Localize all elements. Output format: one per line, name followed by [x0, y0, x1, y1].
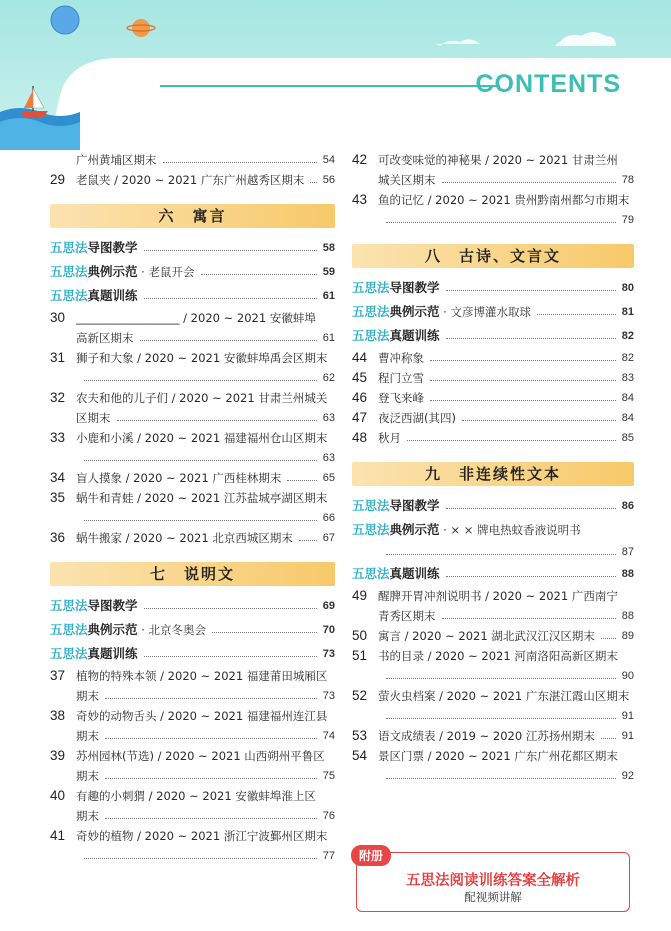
page-number: 84 — [621, 412, 634, 424]
entry-number: 49 — [352, 588, 368, 603]
dot-leader — [430, 380, 616, 381]
toc-entry-continuation[interactable] — [50, 766, 335, 786]
entry-title: 期末 — [76, 809, 99, 823]
section-header — [352, 462, 634, 486]
dot-leader — [446, 338, 616, 339]
entry-title: 期末 — [76, 689, 99, 703]
entry-number: 54 — [352, 748, 368, 763]
toc-entry[interactable] — [352, 746, 634, 766]
entry-title: 苏州园林(节选) / 2020 ~ 2021 山西朔州平鲁区 — [76, 749, 325, 763]
page-number: 58 — [322, 242, 335, 254]
toc-subsection[interactable] — [50, 594, 335, 618]
entry-title: 秋月 — [378, 431, 401, 445]
dot-leader — [430, 360, 616, 361]
toc-right-column — [352, 150, 634, 786]
entry-title: 广州黄埔区期末 — [76, 153, 157, 167]
page-number: 86 — [621, 500, 634, 512]
toc-entry-continuation[interactable] — [50, 448, 335, 468]
page-number: 78 — [621, 174, 634, 186]
dot-leader — [442, 618, 616, 619]
dot-leader — [442, 182, 616, 183]
dot-leader — [117, 420, 317, 421]
entry-title: 老鼠夹 / 2020 ~ 2021 广东广州越秀区期末 — [76, 173, 305, 187]
page-number: 65 — [322, 472, 335, 484]
page-number: 69 — [322, 600, 335, 612]
entry-number: 35 — [50, 490, 66, 505]
entry-title: 青秀区期末 — [378, 609, 436, 623]
wsf-label: 五思法 — [50, 240, 88, 255]
dot-leader — [105, 738, 317, 739]
page-number: 74 — [322, 730, 335, 742]
wsf-label: 五思法 — [352, 280, 390, 295]
page-number: 54 — [322, 154, 335, 166]
toc-entry[interactable] — [50, 706, 335, 726]
toc-entry[interactable] — [352, 428, 634, 448]
page-number: 81 — [621, 306, 634, 318]
subsection-note: · 老鼠开会 — [137, 265, 195, 279]
toc-entry[interactable] — [50, 170, 335, 190]
appendix-tag: 附册 — [351, 845, 391, 866]
entry-title: 蜗牛和青蛙 / 2020 ~ 2021 江苏盐城亭湖区期末 — [76, 491, 328, 505]
dot-leader — [386, 222, 616, 223]
toc-entry-continuation[interactable] — [50, 508, 335, 528]
entry-number: 29 — [50, 172, 66, 187]
page-number: 91 — [621, 730, 634, 742]
entry-title: 盲人摸象 / 2020 ~ 2021 广西桂林期末 — [76, 471, 282, 485]
toc-left-column — [50, 150, 335, 866]
appendix-title: 五思法阅读训练答案全解析 — [406, 873, 580, 889]
wsf-label: 五思法 — [50, 288, 88, 303]
subsection-title: 典例示范 — [389, 522, 440, 537]
entry-title: 书的目录 / 2020 ~ 2021 河南洛阳高新区期末 — [378, 649, 618, 663]
dot-leader — [201, 274, 317, 275]
subsection-title: 导图教学 — [87, 598, 138, 613]
toc-entry-continuation[interactable] — [352, 666, 634, 686]
toc-entry[interactable] — [50, 468, 335, 488]
entry-title: 寓言 / 2020 ~ 2021 湖北武汉江汉区期末 — [378, 629, 595, 643]
appendix-box — [356, 849, 630, 912]
entry-number: 40 — [50, 788, 66, 803]
entry-number: 43 — [352, 192, 368, 207]
dot-leader — [446, 290, 616, 291]
wsf-label: 五思法 — [352, 304, 390, 319]
subsection-title: 导图教学 — [389, 498, 440, 513]
toc-entry-continuation[interactable] — [50, 846, 335, 866]
subsection-title: 真题训练 — [389, 328, 440, 343]
entry-number: 45 — [352, 370, 368, 385]
entry-title: 植物的特殊本领 / 2020 ~ 2021 福建莆田城厢区 — [76, 669, 328, 683]
subsection-note: · 文彦博灌水取球 — [439, 305, 531, 319]
wsf-label: 五思法 — [352, 522, 390, 537]
page-number: 83 — [621, 372, 634, 384]
section-title: 九 非连续性文本 — [424, 465, 561, 483]
section-title: 六 寓言 — [158, 207, 227, 225]
dot-leader — [462, 420, 616, 421]
page-number: 56 — [322, 174, 335, 186]
toc-entry[interactable] — [50, 428, 335, 448]
toc-entry-continuation[interactable] — [50, 368, 335, 388]
page-number: 88 — [621, 610, 634, 622]
entry-number: 52 — [352, 688, 368, 703]
entry-number: 41 — [50, 828, 66, 843]
page-number: 59 — [322, 266, 335, 278]
dot-leader — [601, 738, 616, 739]
entry-title: 区期末 — [76, 411, 111, 425]
dot-leader — [386, 678, 616, 679]
dot-leader — [105, 698, 317, 699]
page-number: 61 — [322, 332, 335, 344]
toc-entry-continuation[interactable] — [50, 408, 335, 428]
page-number: 82 — [621, 352, 634, 364]
entry-title: __________________ / 2020 ~ 2021 安徽蚌埠 — [76, 311, 316, 325]
subsection-title: 典例示范 — [87, 622, 138, 637]
toc-entry[interactable] — [50, 666, 335, 686]
toc-subsection[interactable] — [50, 284, 335, 308]
section-header — [50, 562, 335, 586]
toc-entry[interactable] — [352, 626, 634, 646]
toc-subsection[interactable] — [50, 642, 335, 666]
page-number: 89 — [621, 630, 634, 642]
toc-subsection[interactable] — [352, 300, 634, 324]
dot-leader — [386, 718, 616, 719]
page-number: 73 — [322, 648, 335, 660]
dot-leader — [287, 480, 316, 481]
subsection-title: 真题训练 — [389, 566, 440, 581]
dot-leader — [601, 638, 616, 639]
page-number: 85 — [621, 432, 634, 444]
toc-subsection[interactable] — [352, 562, 634, 586]
toc-subsection[interactable] — [50, 236, 335, 260]
toc-entry-continuation[interactable] — [50, 726, 335, 746]
entry-title: 夜泛西湖(其四) — [378, 411, 456, 425]
dot-leader — [140, 340, 317, 341]
entry-title: 登飞来峰 — [378, 391, 424, 405]
dot-leader — [446, 576, 616, 577]
toc-entry-continuation[interactable] — [50, 150, 335, 170]
entry-title: 狮子和大象 / 2020 ~ 2021 安徽蚌埠禹会区期末 — [76, 351, 328, 365]
section-header — [352, 244, 634, 268]
toc-entry-continuation[interactable] — [352, 766, 634, 786]
entry-title: 奇妙的动物舌头 / 2020 ~ 2021 福建福州连江县 — [76, 709, 328, 723]
dot-leader — [84, 460, 317, 461]
dot-leader — [144, 298, 317, 299]
toc-subsection[interactable] — [50, 618, 335, 642]
entry-number: 46 — [352, 390, 368, 405]
toc-entry[interactable] — [50, 348, 335, 368]
toc-entry[interactable] — [352, 686, 634, 706]
entry-title: 期末 — [76, 769, 99, 783]
entry-title: 萤火虫档案 / 2020 ~ 2021 广东湛江霞山区期末 — [378, 689, 630, 703]
dot-leader — [299, 540, 317, 541]
entry-number: 53 — [352, 728, 368, 743]
section-title: 八 古诗、文言文 — [424, 247, 561, 265]
toc-entry[interactable] — [50, 786, 335, 806]
dot-leader — [144, 656, 317, 657]
entry-title: 奇妙的植物 / 2020 ~ 2021 浙江宁波鄞州区期末 — [76, 829, 328, 843]
toc-subsection[interactable] — [352, 518, 634, 542]
page-number: 63 — [322, 452, 335, 464]
toc-entry[interactable] — [352, 150, 634, 170]
toc-entry-continuation[interactable] — [50, 686, 335, 706]
entry-number: 34 — [50, 470, 66, 485]
toc-entry[interactable] — [352, 646, 634, 666]
toc-entry-continuation[interactable] — [352, 170, 634, 190]
toc-entry[interactable] — [352, 368, 634, 388]
dot-leader — [163, 162, 317, 163]
entry-number: 33 — [50, 430, 66, 445]
entry-title: 城关区期末 — [378, 173, 436, 187]
entry-title: 蜗牛搬家 / 2020 ~ 2021 北京西城区期末 — [76, 531, 293, 545]
page-number: 61 — [322, 290, 335, 302]
dot-leader — [84, 380, 317, 381]
entry-title: 农夫和他的儿子们 / 2020 ~ 2021 甘肃兰州城关 — [76, 391, 328, 405]
toc-entry[interactable] — [50, 528, 335, 548]
page-number: 67 — [322, 532, 335, 544]
dot-leader — [144, 608, 317, 609]
entry-title: 语文成绩表 / 2019 ~ 2020 江苏扬州期末 — [378, 729, 595, 743]
toc-entry-continuation[interactable] — [50, 806, 335, 826]
subsection-title: 真题训练 — [87, 646, 138, 661]
wsf-label: 五思法 — [50, 598, 88, 613]
entry-number: 37 — [50, 668, 66, 683]
entry-number: 42 — [352, 152, 368, 167]
page-number: 91 — [621, 710, 634, 722]
toc-entry[interactable] — [352, 586, 634, 606]
entry-title: 有趣的小刺猬 / 2020 ~ 2021 安徽蚌埠淮上区 — [76, 789, 316, 803]
entry-title: 景区门票 / 2020 ~ 2021 广东广州花都区期末 — [378, 749, 618, 763]
page-number: 92 — [621, 770, 634, 782]
page-number: 77 — [322, 850, 335, 862]
page-number: 87 — [621, 546, 634, 558]
entry-number: 39 — [50, 748, 66, 763]
page-number: 84 — [621, 392, 634, 404]
toc-entry[interactable] — [50, 308, 335, 328]
subsection-title: 导图教学 — [389, 280, 440, 295]
entry-title: 程门立雪 — [378, 371, 424, 385]
subsection-title: 导图教学 — [87, 240, 138, 255]
wsf-label: 五思法 — [352, 328, 390, 343]
page-number: 62 — [322, 372, 335, 384]
entry-title: 期末 — [76, 729, 99, 743]
wsf-label: 五思法 — [50, 264, 88, 279]
toc-entry[interactable] — [352, 408, 634, 428]
toc-subsection[interactable] — [352, 276, 634, 300]
page-number: 82 — [621, 330, 634, 342]
toc-entry[interactable] — [352, 388, 634, 408]
entry-number: 50 — [352, 628, 368, 643]
page-number: 79 — [621, 214, 634, 226]
entry-title: 曹冲称象 — [378, 351, 424, 365]
dot-leader — [105, 778, 317, 779]
toc-subsection[interactable] — [50, 260, 335, 284]
entry-number: 44 — [352, 350, 368, 365]
toc-entry[interactable] — [352, 190, 634, 210]
page-number: 90 — [621, 670, 634, 682]
toc-entry[interactable] — [352, 348, 634, 368]
page-number: 88 — [621, 568, 634, 580]
section-header — [50, 204, 335, 228]
wsf-label: 五思法 — [50, 646, 88, 661]
entry-number: 51 — [352, 648, 368, 663]
dot-leader — [212, 632, 317, 633]
toc-entry-continuation[interactable] — [50, 328, 335, 348]
entry-number: 36 — [50, 530, 66, 545]
toc-entry-continuation[interactable] — [352, 210, 634, 230]
dot-leader — [430, 400, 616, 401]
appendix-subtitle: 配视频讲解 — [464, 890, 522, 904]
wsf-label: 五思法 — [352, 566, 390, 581]
subsection-note: · 北京冬奥会 — [137, 623, 206, 637]
dot-leader — [84, 858, 317, 859]
dot-leader — [446, 508, 616, 509]
page-number: 63 — [322, 412, 335, 424]
toc-entry[interactable] — [50, 488, 335, 508]
subsection-title: 典例示范 — [389, 304, 440, 319]
dot-leader — [386, 778, 616, 779]
page-number: 75 — [322, 770, 335, 782]
planet-orange-icon — [132, 19, 150, 37]
page-number: 73 — [322, 690, 335, 702]
section-title: 七 说明文 — [149, 565, 235, 583]
entry-number: 30 — [50, 310, 66, 325]
subsection-note: · × × 牌电热蚊香液说明书 — [439, 523, 581, 537]
entry-title: 小鹿和小溪 / 2020 ~ 2021 福建福州仓山区期末 — [76, 431, 328, 445]
dot-leader — [537, 314, 616, 315]
toc-subsection[interactable] — [352, 324, 634, 348]
dot-leader — [144, 250, 317, 251]
toc-entry-continuation[interactable] — [352, 706, 634, 726]
entry-title: 可改变味觉的神秘果 / 2020 ~ 2021 甘肃兰州 — [378, 153, 618, 167]
page-number: 70 — [322, 624, 335, 636]
entry-title: 高新区期末 — [76, 331, 134, 345]
toc-entry[interactable] — [352, 726, 634, 746]
dot-leader — [310, 182, 316, 183]
entry-title: 鱼的记忆 / 2020 ~ 2021 贵州黔南州都匀市期末 — [378, 193, 630, 207]
subsection-title: 典例示范 — [87, 264, 138, 279]
contents-title: CONTENTS — [475, 70, 621, 98]
toc-entry[interactable] — [50, 388, 335, 408]
dot-leader — [105, 818, 317, 819]
page-number: 80 — [621, 282, 634, 294]
dot-leader — [407, 440, 616, 441]
toc-entry[interactable] — [50, 746, 335, 766]
subsection-title: 真题训练 — [87, 288, 138, 303]
page-number: 66 — [322, 512, 335, 524]
header-banner — [0, 0, 671, 150]
entry-number: 31 — [50, 350, 66, 365]
wsf-label: 五思法 — [352, 498, 390, 513]
page-number: 76 — [322, 810, 335, 822]
entry-number: 38 — [50, 708, 66, 723]
dot-leader — [84, 520, 317, 521]
entry-number: 48 — [352, 430, 368, 445]
entry-number: 32 — [50, 390, 66, 405]
dot-leader — [386, 554, 616, 555]
toc-entry-continuation[interactable] — [352, 542, 634, 562]
entry-number: 47 — [352, 410, 368, 425]
entry-title: 醒脾开胃冲剂说明书 / 2020 ~ 2021 广西南宁 — [378, 589, 618, 603]
wsf-label: 五思法 — [50, 622, 88, 637]
toc-entry[interactable] — [50, 826, 335, 846]
toc-entry-continuation[interactable] — [352, 606, 634, 626]
toc-subsection[interactable] — [352, 494, 634, 518]
